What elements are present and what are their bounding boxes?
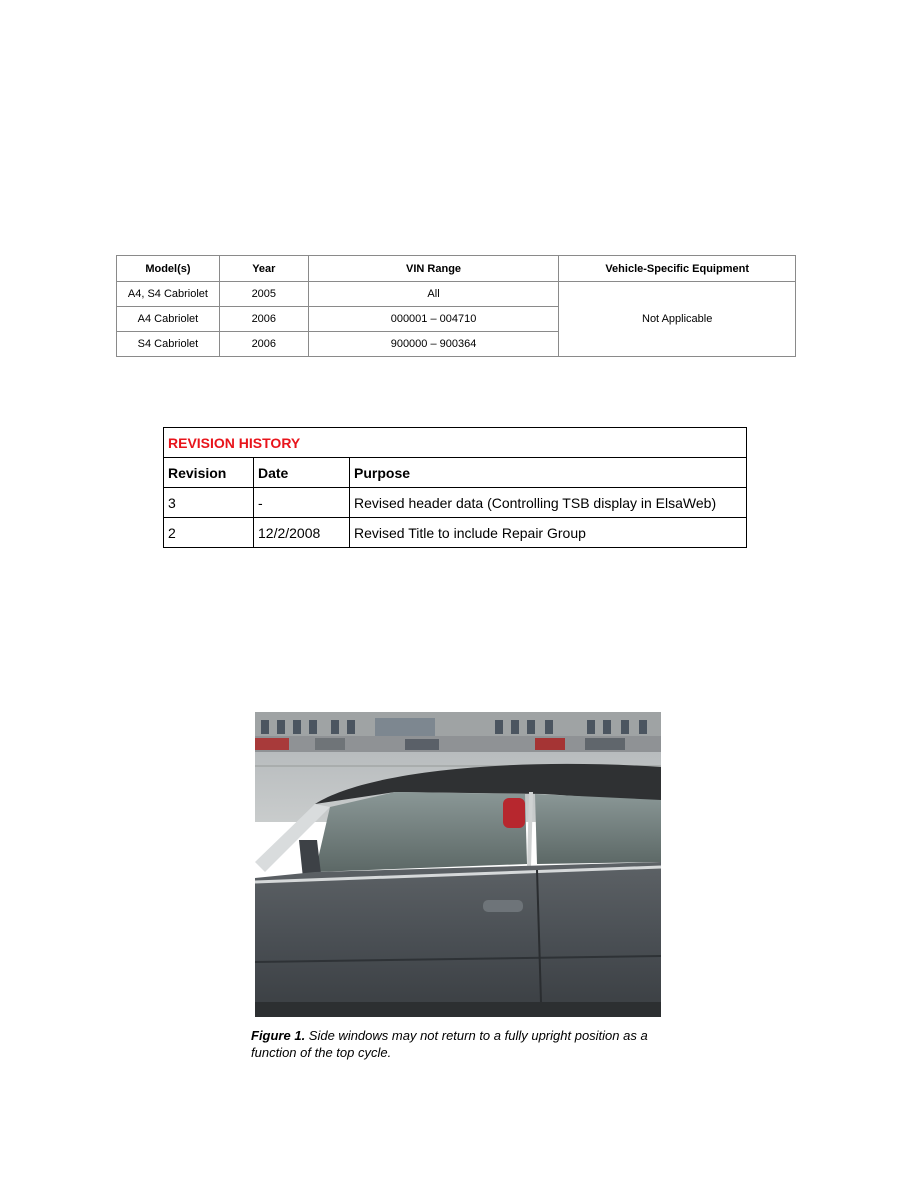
table-row: [117, 282, 796, 307]
year-cell: 2005: [219, 282, 308, 307]
revision-history-title: REVISION HISTORY: [164, 428, 747, 458]
vin-cell: 000001 – 004710: [308, 307, 559, 332]
model-cell: A4, S4 Cabriolet: [117, 282, 220, 307]
applicability-header-row: [117, 256, 796, 282]
applicability-table: [116, 255, 796, 357]
figure-caption-text: Side windows may not return to a fully upright position as a function of the top cycle.: [251, 1028, 648, 1060]
header-models: Model(s): [117, 256, 220, 282]
figure-caption-label: Figure 1.: [251, 1028, 306, 1043]
purpose-cell: Revised header data (Controlling TSB display in ElsaWeb): [350, 488, 747, 518]
header-date: Date: [254, 458, 350, 488]
purpose-cell: Revised Title to include Repair Group: [350, 518, 747, 548]
revision-header-row: [164, 458, 747, 488]
car-photo-illustration: [255, 712, 661, 1017]
header-revision: Revision: [164, 458, 254, 488]
header-vehicle-equipment: Vehicle-Specific Equipment: [559, 256, 796, 282]
revision-title-row: [164, 428, 747, 458]
date-cell: -: [254, 488, 350, 518]
revision-history-table: [163, 427, 747, 548]
figure-photo-car-side-window: [255, 712, 661, 1017]
model-cell: A4 Cabriolet: [117, 307, 220, 332]
header-year: Year: [219, 256, 308, 282]
header-vin-range: VIN Range: [308, 256, 559, 282]
vin-cell: 900000 – 900364: [308, 332, 559, 357]
revision-cell: 2: [164, 518, 254, 548]
date-cell: 12/2/2008: [254, 518, 350, 548]
header-purpose: Purpose: [350, 458, 747, 488]
year-cell: 2006: [219, 332, 308, 357]
model-cell: S4 Cabriolet: [117, 332, 220, 357]
revision-cell: 3: [164, 488, 254, 518]
year-cell: 2006: [219, 307, 308, 332]
table-row: [164, 488, 747, 518]
figure-caption: [251, 1027, 671, 1061]
equipment-cell: Not Applicable: [559, 282, 796, 357]
table-row: [164, 518, 747, 548]
vin-cell: All: [308, 282, 559, 307]
